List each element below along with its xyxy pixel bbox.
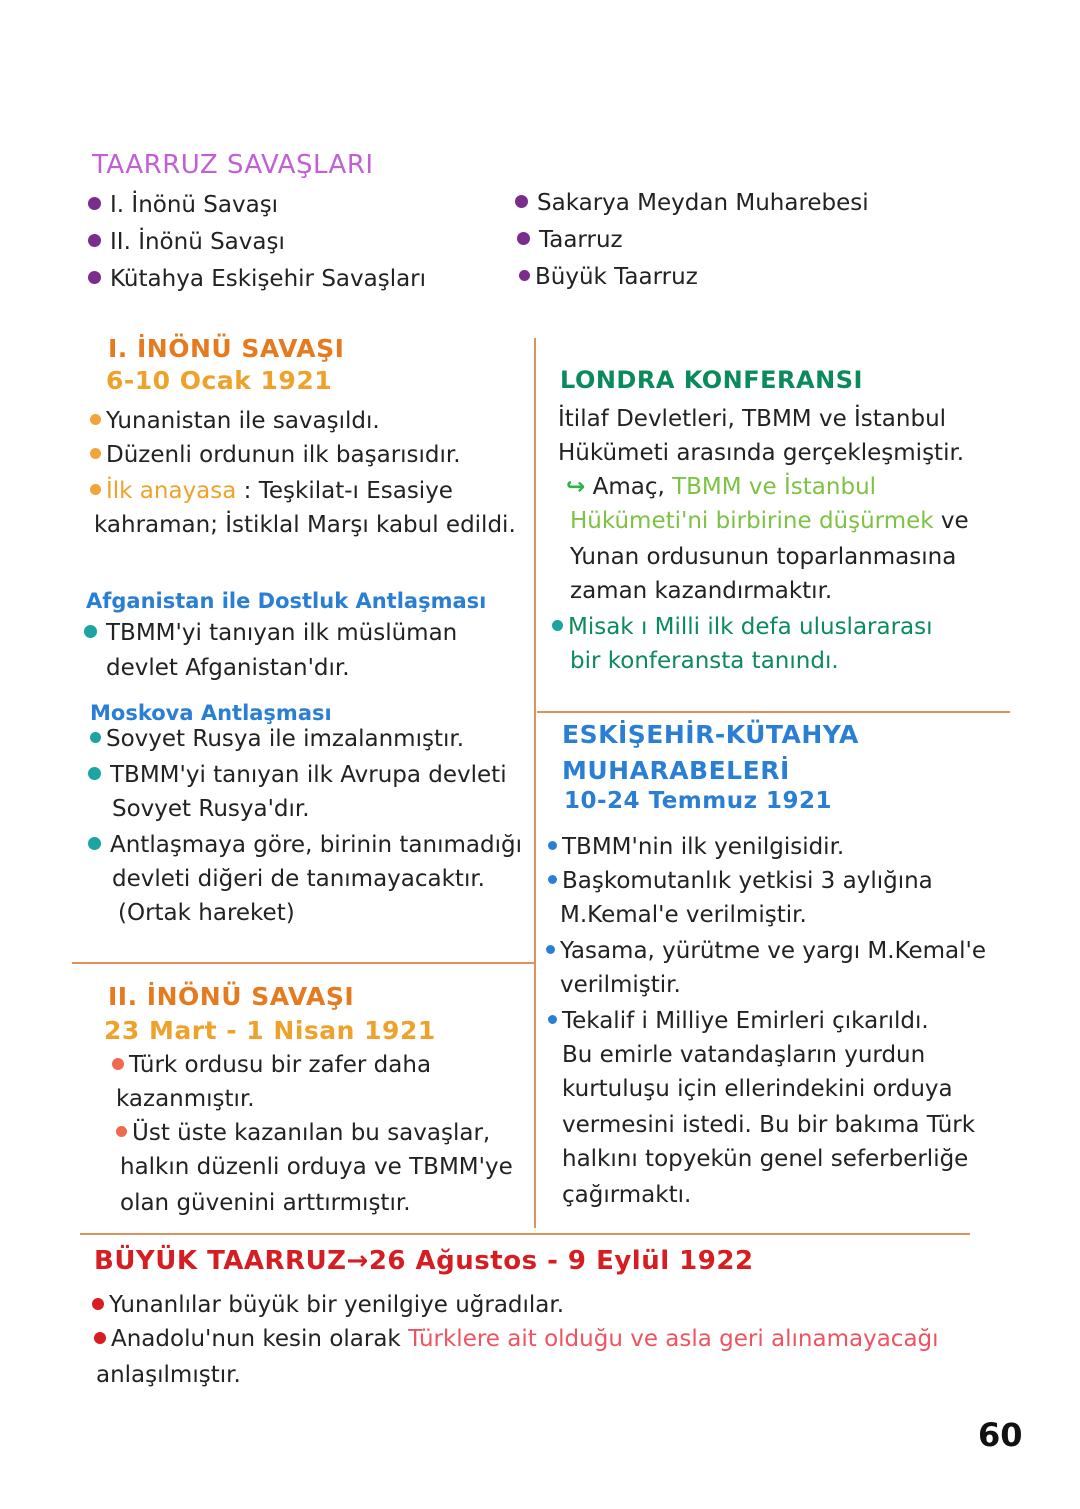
list-item: Taarruz <box>517 223 623 257</box>
list-item: TBMM'yi tanıyan ilk Avrupa devleti <box>88 758 507 792</box>
list-item: Yasama, yürütme ve yargı M.Kemal'e <box>546 934 986 968</box>
text-line: devleti diğeri de tanımayacaktır. <box>112 866 485 892</box>
text-line: halkını topyekün genel seferberliğe <box>562 1146 969 1172</box>
text-line: olan güvenini arttırmıştır. <box>120 1190 411 1216</box>
section-title: ESKİŞEHİR-KÜTAHYA <box>562 720 859 749</box>
bullet-icon <box>88 767 101 780</box>
text-line: verilmiştir. <box>560 972 681 998</box>
bullet-icon <box>92 1298 104 1310</box>
page-title: TAARRUZ SAVAŞLARI <box>92 150 374 180</box>
section-title: BÜYÜK TAARRUZ→26 Ağustos - 9 Eylül 1922 <box>94 1246 754 1276</box>
list-item: Antlaşmaya göre, birinin tanımadığı <box>88 828 522 862</box>
text-line: çağırmaktı. <box>562 1182 692 1208</box>
text-line: anlaşılmıştır. <box>96 1362 241 1388</box>
bullet-icon <box>90 484 101 495</box>
text-line: zaman kazandırmaktır. <box>570 578 833 604</box>
bullet-icon <box>88 837 101 850</box>
list-item: Sovyet Rusya ile imzalanmıştır. <box>90 722 464 756</box>
section-title: I. İNÖNÜ SAVAŞI <box>108 334 345 363</box>
bullet-icon <box>90 732 101 743</box>
text-line: kahraman; İstiklal Marşı kabul edildi. <box>94 512 516 538</box>
list-item: Sakarya Meydan Muharebesi <box>515 186 869 220</box>
section-divider <box>537 711 1010 713</box>
text-line: kurtuluşu için ellerindekini orduya <box>562 1076 953 1102</box>
bullet-icon <box>546 945 555 954</box>
bullet-icon <box>548 875 557 884</box>
text-line: bir konferansta tanındı. <box>570 648 839 674</box>
list-item: Yunanistan ile savaşıldı. <box>90 404 380 438</box>
list-item: Büyük Taarruz <box>519 260 698 294</box>
list-item: Üst üste kazanılan bu savaşlar, <box>116 1116 490 1150</box>
bullet-icon <box>90 448 101 459</box>
list-item: TBMM'yi tanıyan ilk müslüman <box>84 616 457 650</box>
bullet-icon <box>552 620 563 631</box>
text-line: Bu emirle vatandaşların yurdun <box>562 1042 926 1068</box>
section-divider <box>72 962 534 964</box>
bullet-icon <box>116 1126 127 1137</box>
list-item: Anadolu'nun kesin olarak Türklere ait olduğu ve asla geri alınamayacağı <box>94 1322 939 1356</box>
text-line: M.Kemal'e verilmiştir. <box>560 902 807 928</box>
section-title: Moskova Antlaşması <box>90 701 332 725</box>
section-title: II. İNÖNÜ SAVAŞI <box>108 982 355 1011</box>
text-line: vermesini istedi. Bu bir bakıma Türk <box>562 1112 976 1138</box>
text-line: halkın düzenli orduya ve TBMM'ye <box>120 1154 513 1180</box>
text-line: Hükümeti arasında gerçekleşmiştir. <box>558 440 965 466</box>
text-line: İtilaf Devletleri, TBMM ve İstanbul <box>558 406 947 432</box>
bullet-icon <box>112 1058 124 1070</box>
bullet-icon <box>519 270 530 281</box>
bullet-icon <box>84 625 97 638</box>
list-item: İlk anayasa : Teşkilat-ı Esasiye <box>90 474 453 508</box>
section-title: MUHARABELERİ <box>562 756 790 785</box>
section-date: 6-10 Ocak 1921 <box>106 366 333 395</box>
section-divider <box>80 1233 970 1235</box>
list-item: Tekalif i Milliye Emirleri çıkarıldı. <box>548 1004 929 1038</box>
bullet-icon <box>515 195 528 208</box>
list-item: Misak ı Milli ilk defa uluslararası <box>552 610 933 644</box>
list-item: TBMM'nin ilk yenilgisidir. <box>548 830 844 864</box>
bullet-icon <box>88 234 101 247</box>
section-title: LONDRA KONFERANSI <box>560 366 863 394</box>
section-title: Afganistan ile Dostluk Antlaşması <box>86 589 487 613</box>
text-line: kazanmıştır. <box>116 1086 255 1112</box>
bullet-icon <box>90 414 101 425</box>
section-date: 10-24 Temmuz 1921 <box>564 788 833 814</box>
list-item: Düzenli ordunun ilk başarısıdır. <box>90 438 461 472</box>
bullet-icon <box>517 232 530 245</box>
list-item: Yunanlılar büyük bir yenilgiye uğradılar. <box>92 1288 564 1322</box>
bullet-icon <box>88 271 101 284</box>
list-item: II. İnönü Savaşı <box>88 225 285 259</box>
bullet-icon <box>548 1015 557 1024</box>
bullet-icon <box>94 1332 106 1344</box>
bullet-icon <box>88 197 101 210</box>
text-line: Hükümeti'ni birbirine düşürmek ve <box>570 508 969 534</box>
curved-arrow-icon: ↪ <box>566 474 586 500</box>
column-divider <box>534 338 536 1228</box>
list-item: Başkomutanlık yetkisi 3 aylığına <box>548 864 933 898</box>
text-line: (Ortak hareket) <box>118 900 295 926</box>
list-item: I. İnönü Savaşı <box>88 188 278 222</box>
bullet-icon <box>548 841 557 850</box>
list-item: Kütahya Eskişehir Savaşları <box>88 262 426 296</box>
text-line: Yunan ordusunun toparlanmasına <box>570 544 957 570</box>
text-line: Sovyet Rusya'dır. <box>112 796 310 822</box>
section-date: 23 Mart - 1 Nisan 1921 <box>104 1016 436 1045</box>
list-item: Türk ordusu bir zafer daha <box>112 1048 431 1082</box>
page-number: 60 <box>978 1416 1023 1454</box>
text-line: ↪ Amaç, TBMM ve İstanbul <box>566 474 877 500</box>
text-line: devlet Afganistan'dır. <box>106 655 350 681</box>
